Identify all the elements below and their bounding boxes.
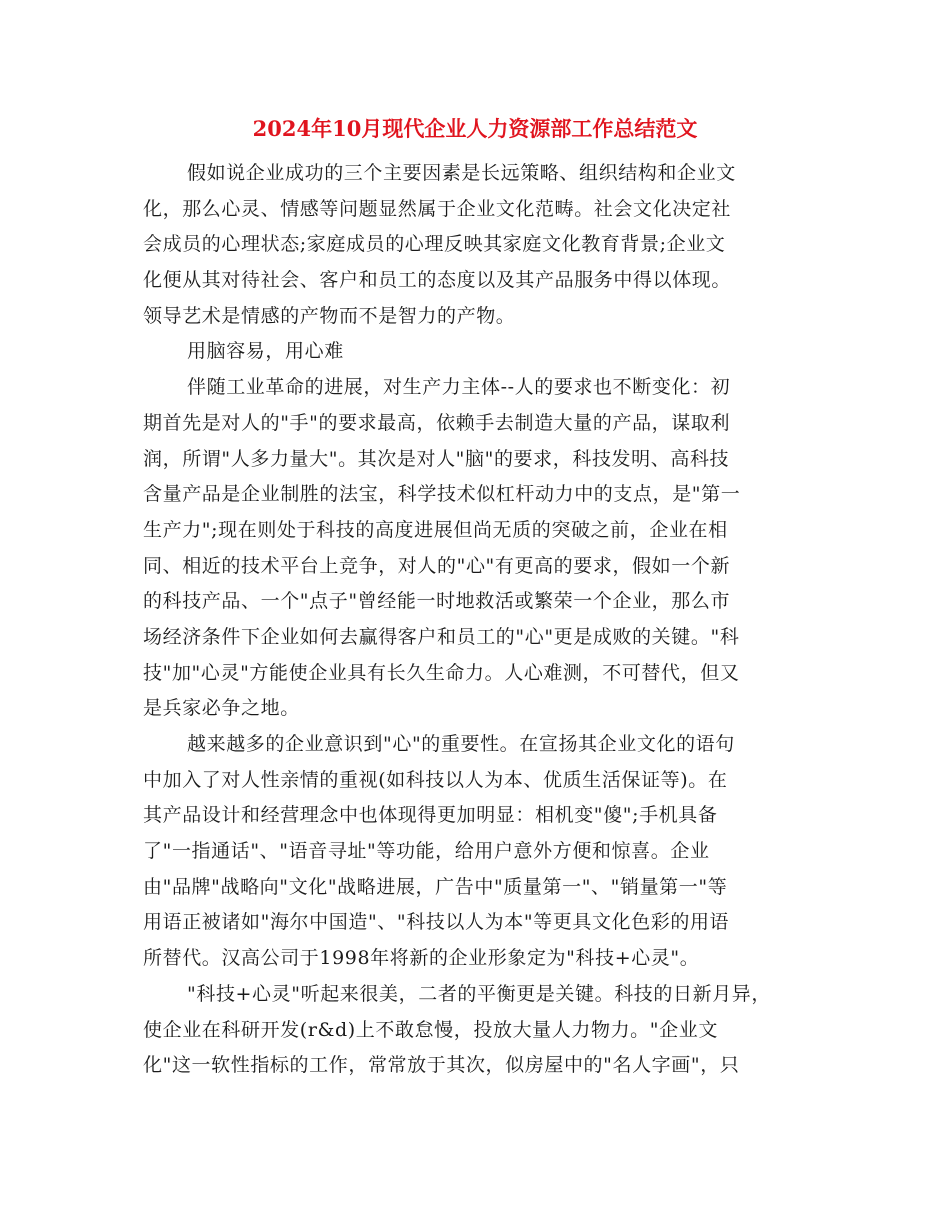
text-line: 用语正被诸如"海尔中国造"、"科技以人为本"等更具文化色彩的用语 — [143, 911, 730, 934]
text-line: 含量产品是企业制胜的法宝，科学技术似杠杆动力中的支点，是"第一 — [143, 483, 741, 506]
text-line: 场经济条件下企业如何去赢得客户和员工的"心"更是成败的关键。"科 — [143, 625, 740, 648]
text-line: 生产力";现在则处于科技的高度进展但尚无质的突破之前，企业在相 — [143, 518, 728, 541]
text-line: 同、相近的技术平台上竞争，对人的"心"有更高的要求，假如一个新 — [143, 554, 731, 577]
text-line: 其产品设计和经营理念中也体现得更加明显：相机变"傻";手机具备 — [143, 804, 718, 827]
paragraph-first-line: 用脑容易，用心难 — [187, 340, 344, 363]
text-line: 是兵家必争之地。 — [143, 697, 300, 720]
text-line: 化，那么心灵、情感等问题显然属于企业文化范畴。社会文化决定社 — [143, 197, 732, 220]
text-line: 会成员的心理状态;家庭成员的心理反映其家庭文化教育背景;企业文 — [143, 233, 726, 256]
document-body — [143, 160, 808, 1088]
text-line: 化便从其对待社会、客户和员工的态度以及其产品服务中得以体现。 — [143, 269, 732, 292]
text-line: 技"加"心灵"方能使企业具有长久生命力。人心难测，不可替代，但又 — [143, 661, 740, 684]
text-line: 润，所谓"人多力量大"。其次是对人"脑"的要求，科技发明、高科技 — [143, 447, 730, 470]
paragraph-first-line: 伴随工业革命的进展，对生产力主体--人的要求也不断变化：初 — [187, 376, 731, 399]
paragraph-first-line: "科技+心灵"听起来很美，二者的平衡更是关键。科技的日新月异， — [187, 982, 771, 1005]
text-line: 所替代。汉高公司于1998年将新的企业形象定为"科技+心灵"。 — [143, 947, 700, 970]
document-title: 2024年10月现代企业人力资源部工作总结范文 — [252, 116, 698, 141]
text-line: 由"品牌"战略向"文化"战略进展，广告中"质量第一"、"销量第一"等 — [143, 875, 728, 898]
text-line: 领导艺术是情感的产物而不是智力的产物。 — [143, 304, 516, 327]
text-line: 的科技产品、一个"点子"曾经能一时地救活或繁荣一个企业，那么市 — [143, 590, 731, 613]
text-line: 期首先是对人的"手"的要求最高，依赖手去制造大量的产品，谋取利 — [143, 411, 731, 434]
text-line: 中加入了对人性亲情的重视(如科技以人为本、优质生活保证等)。在 — [143, 768, 728, 791]
paragraph-first-line: 越来越多的企业意识到"心"的重要性。在宣扬其企业文化的语句 — [187, 733, 735, 755]
paragraph-first-line: 假如说企业成功的三个主要因素是长远策略、组织结构和企业文 — [187, 162, 736, 184]
text-line: 化"这一软性指标的工作，常常放于其次，似房屋中的"名人字画"，只 — [143, 1054, 740, 1077]
text-line: 了"一指通话"、"语音寻址"等功能，给用户意外方便和惊喜。企业 — [143, 840, 710, 863]
text-line: 使企业在科研开发(r&d)上不敢怠慢，投放大量人力物力。"企业文 — [143, 1018, 718, 1041]
